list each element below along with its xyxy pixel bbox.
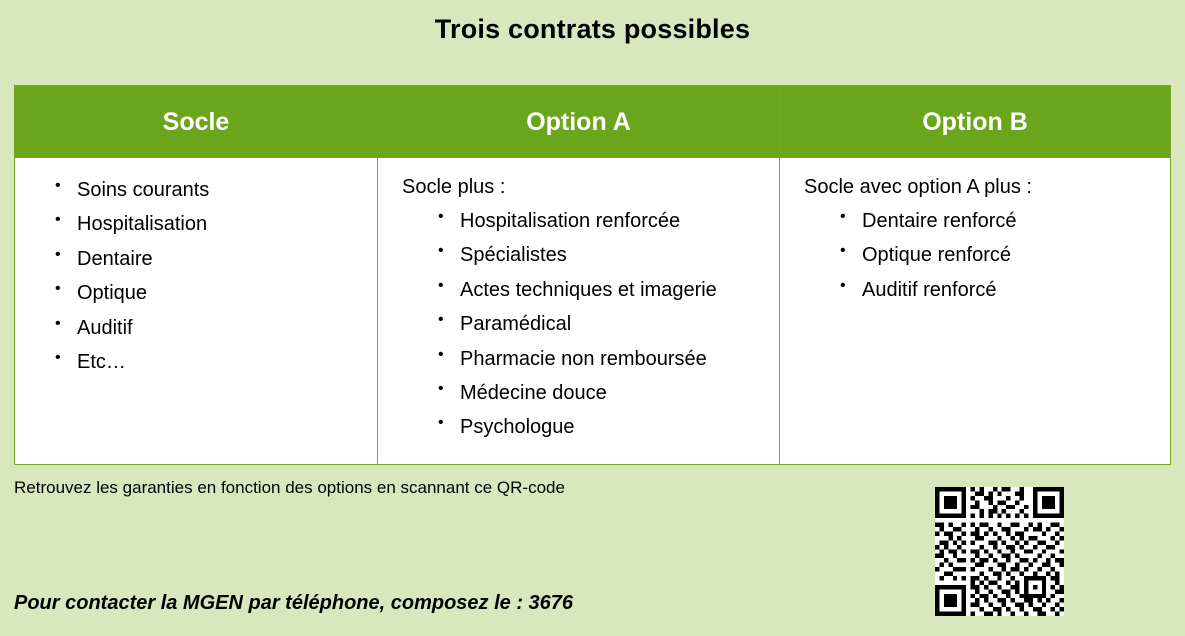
list-item: • Spécialistes bbox=[460, 238, 769, 272]
list-item: • Auditif bbox=[77, 311, 367, 345]
qr-code-note: Retrouvez les garanties en fonction des options en scannant ce QR-code bbox=[14, 478, 565, 497]
socle-list bbox=[25, 173, 367, 379]
list-item: • Optique renforcé bbox=[862, 238, 1160, 272]
list-item: • Paramédical bbox=[460, 307, 769, 341]
option-b-list bbox=[790, 204, 1160, 307]
page-title: Trois contrats possibles bbox=[434, 14, 751, 44]
option-b-intro: Socle avec option A plus : bbox=[804, 176, 1032, 198]
list-item: • Auditif renforcé bbox=[862, 273, 1160, 307]
option-a-list bbox=[388, 204, 769, 445]
contracts-table bbox=[14, 85, 1171, 465]
column-body-socle bbox=[15, 159, 377, 464]
list-item: • Etc… bbox=[77, 345, 367, 379]
table-column-option-a bbox=[377, 86, 780, 464]
list-item: • Hospitalisation renforcée bbox=[460, 204, 769, 238]
list-item: • Soins courants bbox=[77, 173, 367, 207]
column-body-option-a bbox=[378, 159, 779, 464]
column-header-option-b: Option B bbox=[780, 86, 1170, 159]
list-item: • Psychologue bbox=[460, 410, 769, 444]
table-column-option-b bbox=[780, 86, 1170, 464]
list-item: • Actes techniques et imagerie bbox=[460, 273, 769, 307]
option-a-intro: Socle plus : bbox=[402, 176, 506, 198]
table-column-socle bbox=[15, 86, 377, 464]
column-body-option-b bbox=[780, 159, 1170, 464]
list-item: • Hospitalisation bbox=[77, 207, 367, 241]
list-item: • Dentaire renforcé bbox=[862, 204, 1160, 238]
phone-contact-line: Pour contacter la MGEN par téléphone, composez le : 3676 bbox=[14, 592, 574, 614]
qr-code-icon bbox=[935, 487, 1064, 616]
list-item: • Pharmacie non remboursée bbox=[460, 342, 769, 376]
column-header-socle: Socle bbox=[15, 86, 377, 159]
column-header-option-a: Option A bbox=[378, 86, 779, 159]
list-item: • Médecine douce bbox=[460, 376, 769, 410]
list-item: • Optique bbox=[77, 276, 367, 310]
list-item: • Dentaire bbox=[77, 242, 367, 276]
